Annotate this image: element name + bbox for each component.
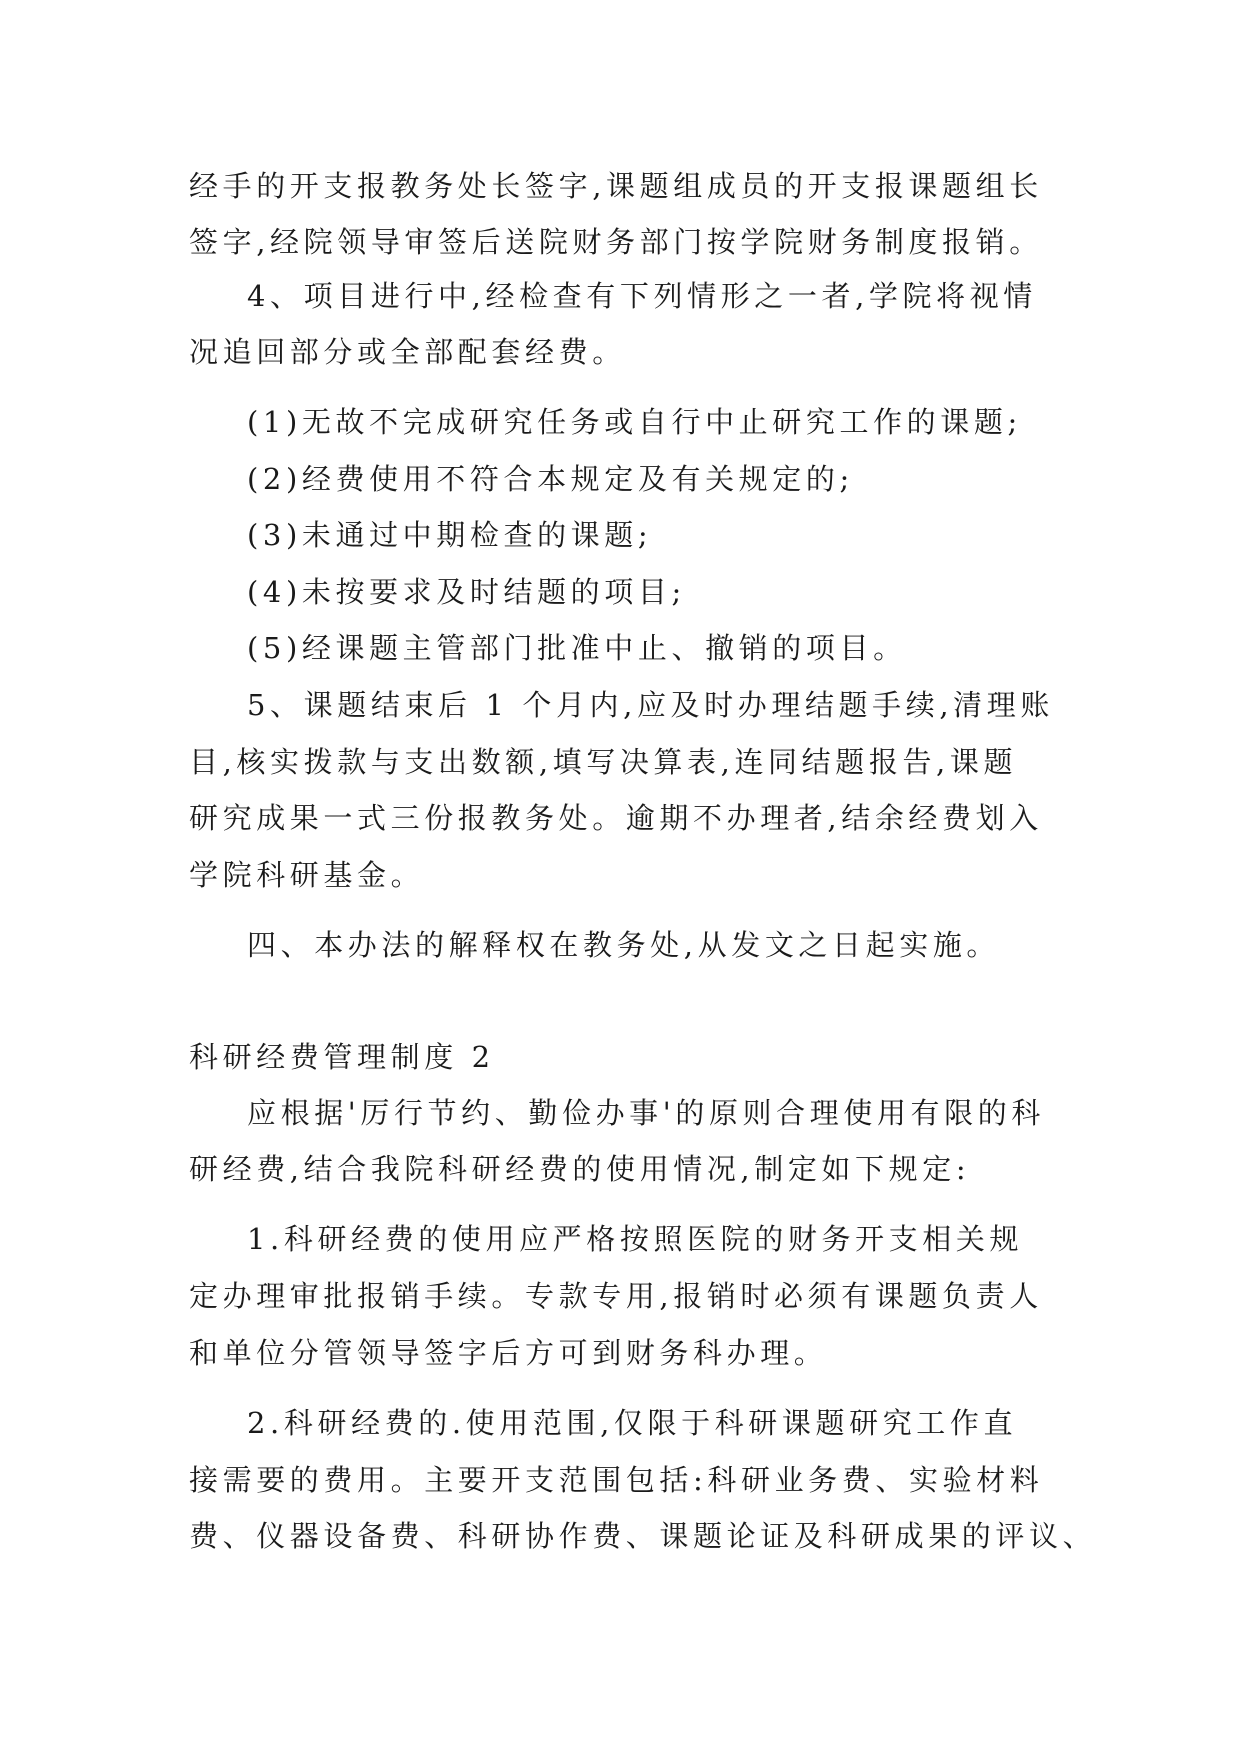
paragraph-line: 目,核实拨款与支出数额,填写决算表,连同结题报告,课题 <box>189 745 1018 779</box>
paragraph-line: 经手的开支报教务处长签字,课题组成员的开支报课题组长 <box>189 169 1043 203</box>
paragraph-line: 学院科研基金。 <box>189 858 425 892</box>
section-heading: 科研经费管理制度 2 <box>189 1040 495 1074</box>
paragraph-line: 签字,经院领导审签后送院财务部门按学院财务制度报销。 <box>189 225 1043 259</box>
paragraph-line: 况追回部分或全部配套经费。 <box>189 335 626 369</box>
list-item: (1)无故不完成研究任务或自行中止研究工作的课题; <box>247 405 1022 439</box>
paragraph-line: 2.科研经费的.使用范围,仅限于科研课题研究工作直 <box>247 1406 1018 1440</box>
paragraph-line: 应根据'厉行节约、勤俭办事'的原则合理使用有限的科 <box>247 1096 1045 1130</box>
list-item: (5)经课题主管部门批准中止、撤销的项目。 <box>247 631 907 665</box>
paragraph-line: 和单位分管领导签字后方可到财务科办理。 <box>189 1336 828 1370</box>
list-item: (4)未按要求及时结题的项目; <box>247 575 686 609</box>
paragraph-line: 四、本办法的解释权在教务处,从发文之日起实施。 <box>247 928 1001 962</box>
list-item: (3)未通过中期检查的课题; <box>247 518 653 552</box>
paragraph-line: 研究成果一式三份报教务处。逾期不办理者,结余经费划入 <box>189 801 1043 835</box>
paragraph-line: 接需要的费用。主要开支范围包括:科研业务费、实验材料 <box>189 1463 1044 1497</box>
paragraph-line: 5、课题结束后 1 个月内,应及时办理结题手续,清理账 <box>247 688 1054 722</box>
paragraph-line: 1.科研经费的使用应严格按照医院的财务开支相关规 <box>247 1222 1024 1256</box>
paragraph-line: 定办理审批报销手续。专款专用,报销时必须有课题负责人 <box>189 1279 1043 1313</box>
list-item: (2)经费使用不符合本规定及有关规定的; <box>247 462 854 496</box>
paragraph-line: 费、仪器设备费、科研协作费、课题论证及科研成果的评议、 <box>189 1519 1097 1553</box>
paragraph-line: 研经费,结合我院科研经费的使用情况,制定如下规定: <box>189 1152 971 1186</box>
paragraph-line: 4、项目进行中,经检查有下列情形之一者,学院将视情 <box>247 279 1037 313</box>
